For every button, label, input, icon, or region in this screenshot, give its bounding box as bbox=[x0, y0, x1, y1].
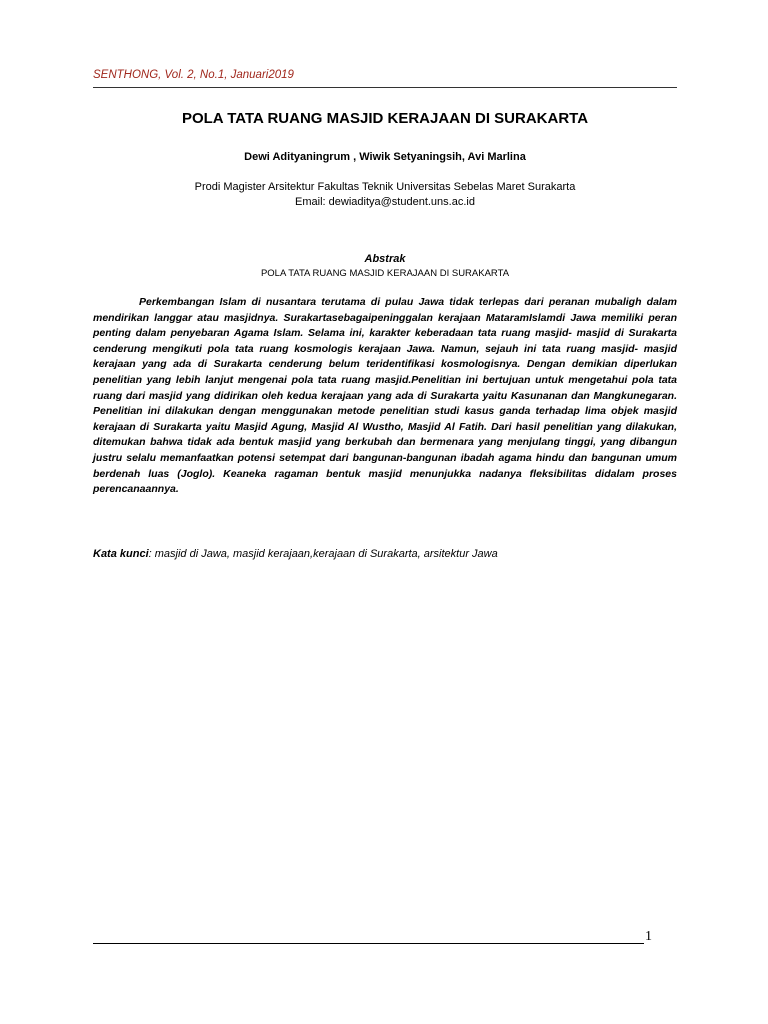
header-divider bbox=[93, 87, 677, 88]
keywords-text: : masjid di Jawa, masjid kerajaan,kerajaan di Surakarta, arsitektur Jawa bbox=[148, 548, 498, 560]
footer-divider bbox=[93, 943, 644, 944]
page-number: 1 bbox=[645, 929, 652, 944]
journal-header: SENTHONG, Vol. 2, No.1, Januari2019 bbox=[93, 69, 294, 81]
author-list: Dewi Adityaningrum , Wiwik Setyaningsih, Avi Marlina bbox=[244, 151, 526, 163]
abstract-subtitle: POLA TATA RUANG MASJID KERAJAAN DI SURAKARTA bbox=[260, 268, 510, 279]
paper-title: POLA TATA RUANG MASJID KERAJAAN DI SURAKARTA bbox=[181, 110, 589, 127]
keywords bbox=[93, 548, 677, 560]
keywords-label: Kata kunci bbox=[93, 548, 149, 560]
abstract-heading: Abstrak bbox=[364, 253, 406, 265]
author-email: Email: dewiaditya@student.uns.ac.id bbox=[295, 196, 475, 208]
affiliation-block bbox=[93, 180, 677, 210]
institution: Prodi Magister Arsitektur Fakultas Teknik Universitas Sebelas Maret Surakarta bbox=[194, 181, 576, 193]
abstract-body: Perkembangan Islam di nusantara terutama di pulau Jawa tidak terlepas dari peranan mubaligh dalam mendirikan langgar atau masjidnya. Surakartasebagaipeninggalan kerajaan MataramIslamdi Jawa memiliki peran penting dalam penyebaran Agama Islam. Selama ini, karakter keberadaan tata ruang masjid- masjid di Surakarta cenderung mengikuti pola tata ruang kosmologis kerajaan Jawa. Namun, sejauh ini tata ruang masjid- masjid kerajaan yang ada di Surakarta cenderung belum teridentifikasi kosmologisnya. Dengan demikian diperlukan penelitian yang lebih lanjut mengenai pola tata ruang masjid.Penelitian ini bertujuan untuk mengetahui pola tata ruang dari masjid yang didirikan oleh kedua kerajaan yang ada di Surakarta yaitu Kasunanan dan Mangkunegaran. Penelitian ini dilakukan dengan menggunakan metode penelitian studi kasus ganda terhadap lima objek masjid kerajaan di Surakarta yaitu Masjid Agung, Masjid Al Wustho, Masjid Al Fatih. Dari hasil penelitian yang dilakukan, ditemukan bahwa tidak ada bentuk masjid yang berkubah dan bermenara yang menjulang tinggi, yang dibangun justru selalu memanfaatkan potensi setempat dari bangunan-bangunan ibadah agama hindu dan bangunan umum berdenah luas (Joglo). Keaneka ragaman bentuk masjid menunjukka nadanya fleksibilitas didalam proses perencanaannya. bbox=[93, 296, 677, 496]
